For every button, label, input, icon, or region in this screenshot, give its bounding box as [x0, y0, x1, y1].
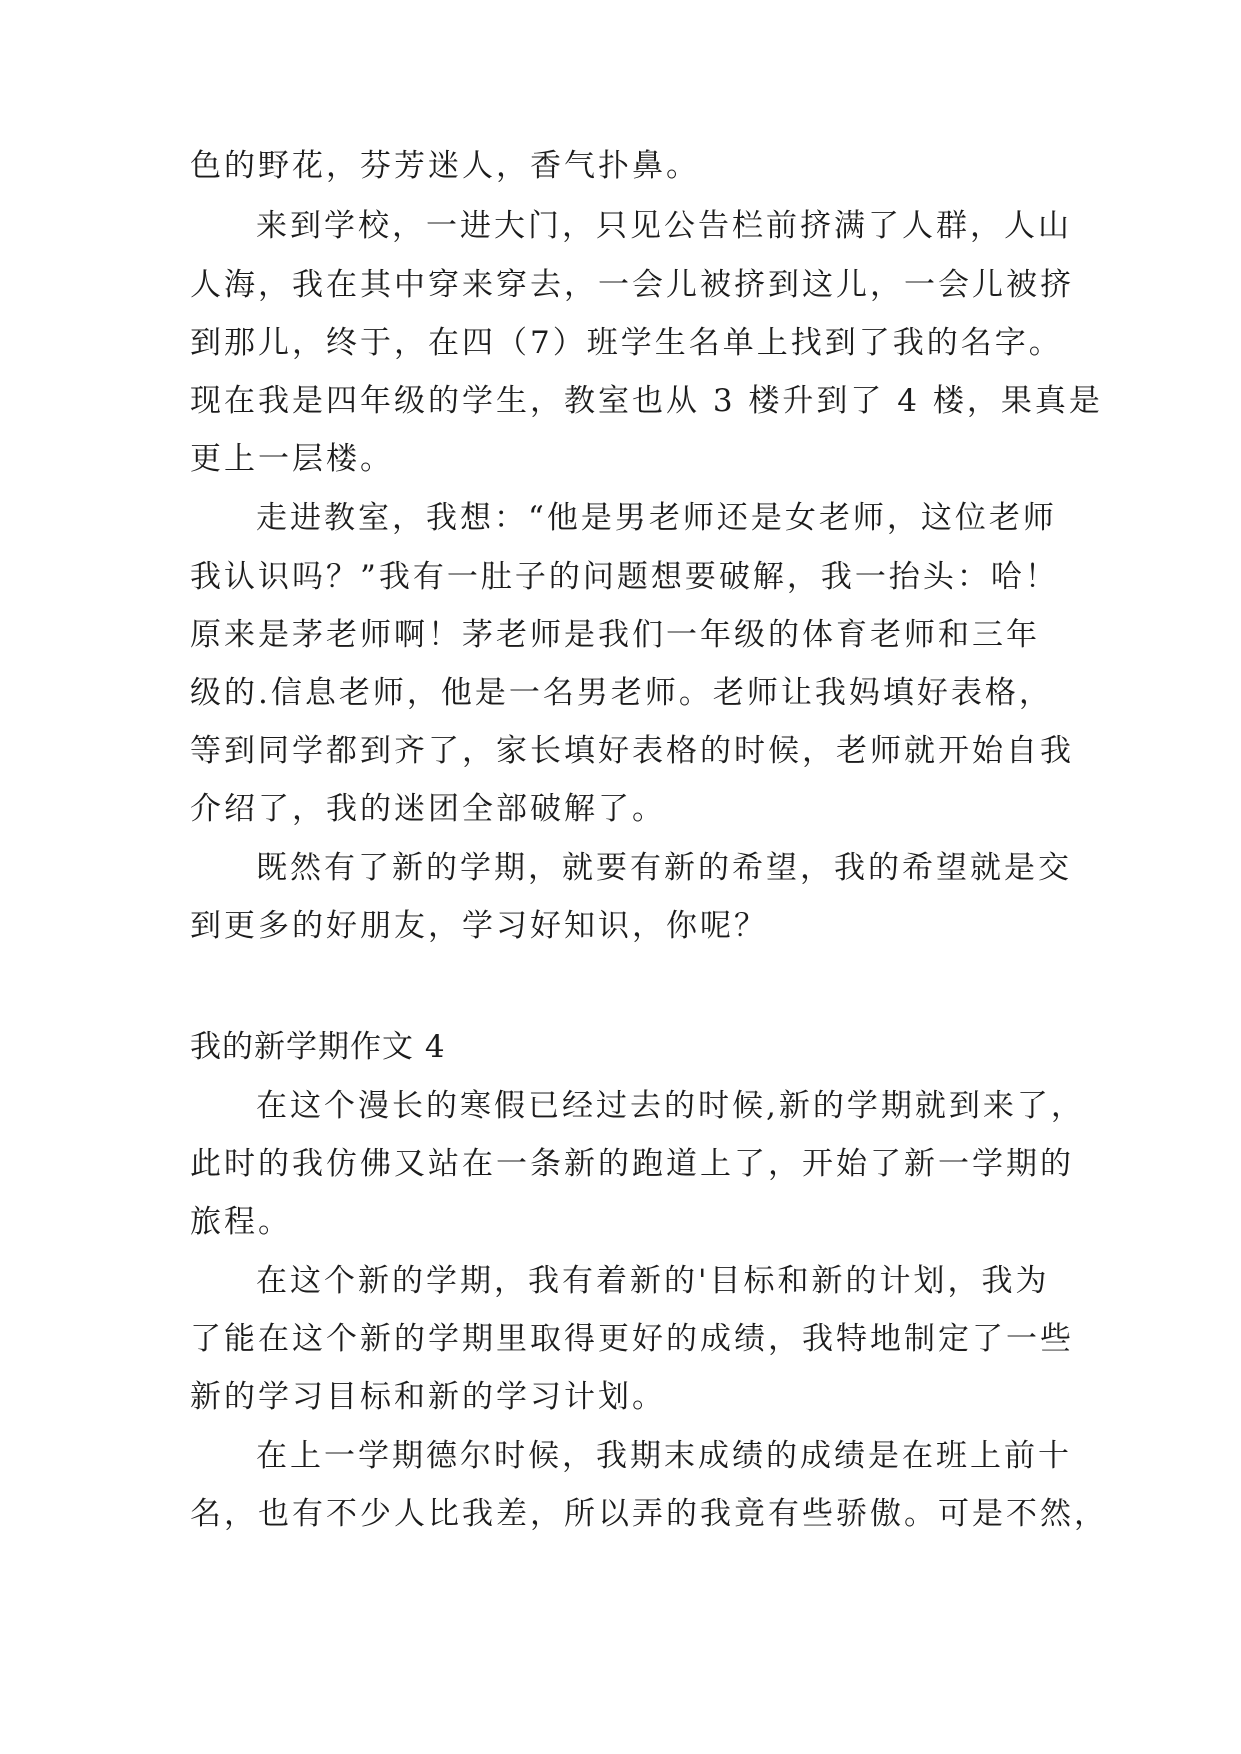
paragraph-line: 既然有了新的学期，就要有新的希望，我的希望就是交 — [256, 850, 1072, 886]
paragraph-line: 新的学习目标和新的学习计划。 — [190, 1379, 666, 1415]
paragraph-line: 到那儿，终于，在四（7）班学生名单上找到了我的名字。 — [190, 325, 1063, 361]
paragraph-line: 在这个漫长的寒假已经过去的时候,新的学期就到来了， — [256, 1088, 1085, 1124]
paragraph-line: 走进教室，我想：“他是男老师还是女老师，这位老师 — [256, 500, 1057, 536]
paragraph-line: 色的野花，芬芳迷人，香气扑鼻。 — [190, 148, 700, 184]
paragraph-line: 原来是茅老师啊！茅老师是我们一年级的体育老师和三年 — [190, 617, 1040, 653]
paragraph-line: 来到学校，一进大门，只见公告栏前挤满了人群，人山 — [256, 208, 1072, 244]
paragraph-line: 在上一学期德尔时候，我期末成绩的成绩是在班上前十 — [256, 1438, 1072, 1474]
section-heading: 我的新学期作文 4 — [190, 1029, 446, 1065]
paragraph-line: 我认识吗？”我有一肚子的问题想要破解，我一抬头：哈！ — [190, 559, 1059, 595]
paragraph-line: 人海，我在其中穿来穿去，一会儿被挤到这儿，一会儿被挤 — [190, 267, 1074, 303]
paragraph-line: 介绍了，我的迷团全部破解了。 — [190, 791, 666, 827]
paragraph-line: 旅程。 — [190, 1204, 292, 1240]
paragraph-line: 更上一层楼。 — [190, 441, 394, 477]
paragraph-line: 级的.信息老师，他是一名男老师。老师让我妈填好表格， — [190, 675, 1053, 711]
paragraph-line: 到更多的好朋友，学习好知识，你呢？ — [190, 908, 768, 944]
paragraph-line: 此时的我仿佛又站在一条新的跑道上了，开始了新一学期的 — [190, 1146, 1074, 1182]
paragraph-line: 在这个新的学期，我有着新的'目标和新的计划，我为 — [256, 1263, 1050, 1299]
paragraph-line: 现在我是四年级的学生，教室也从 3 楼升到了 4 楼，果真是 — [190, 383, 1103, 419]
paragraph-line: 了能在这个新的学期里取得更好的成绩，我特地制定了一些 — [190, 1321, 1074, 1357]
paragraph-line: 名，也有不少人比我差，所以弄的我竟有些骄傲。可是不然， — [190, 1496, 1108, 1532]
paragraph-line: 等到同学都到齐了，家长填好表格的时候，老师就开始自我 — [190, 733, 1074, 769]
